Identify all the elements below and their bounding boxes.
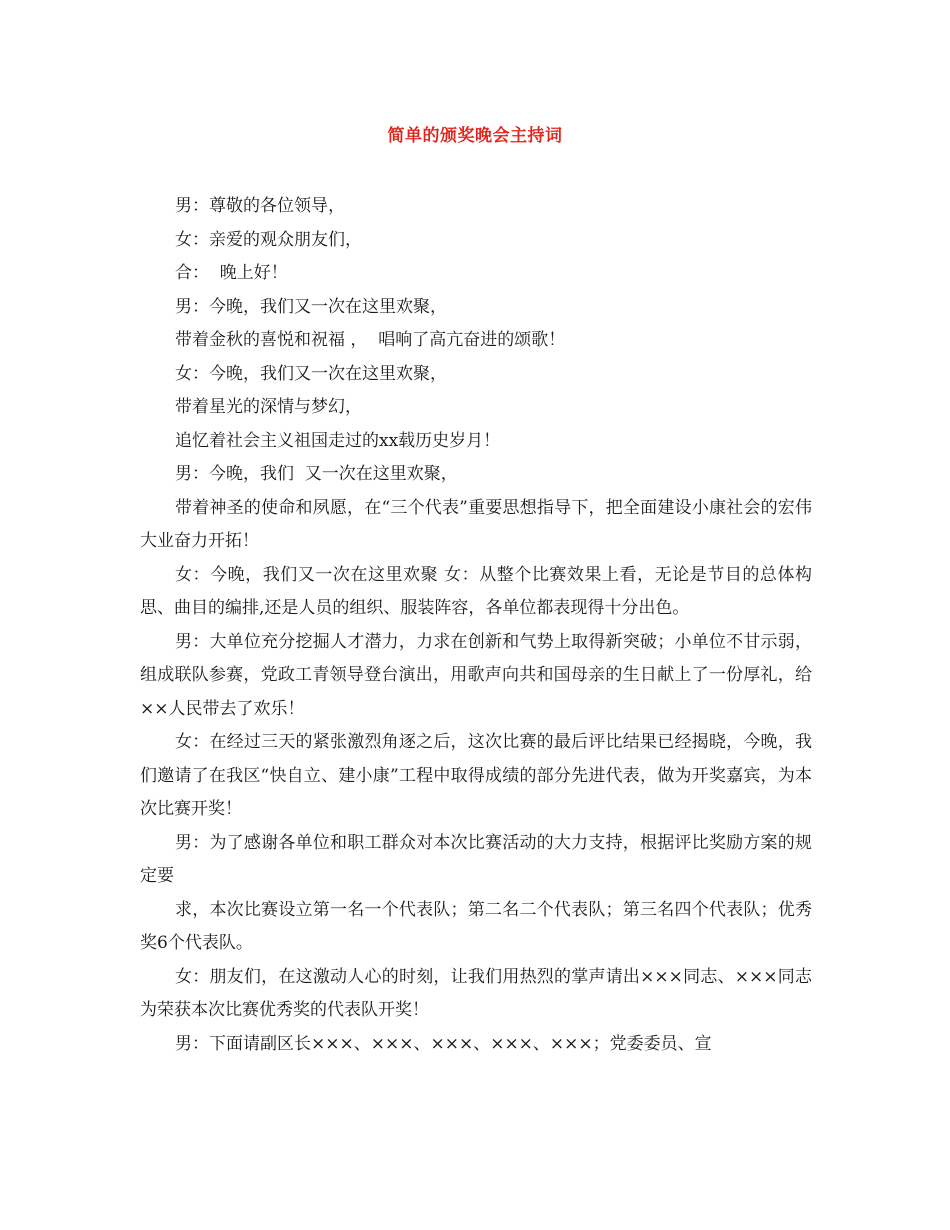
paragraph: 女：今晚，我们又一次在这里欢聚 女：从整个比赛效果上看，无论是节目的总体构思、曲目的编排,还是人员的组织、服装阵容，各单位都表现得十分出色。: [140, 564, 812, 618]
paragraph: 男：尊敬的各位领导，: [175, 196, 345, 216]
document-title: 简单的颁奖晚会主持词: [387, 126, 563, 146]
paragraph: 合： 晚上好！: [175, 263, 288, 283]
document-body: [140, 190, 812, 1061]
paragraph: 女：今晚，我们又一次在这里欢聚，: [175, 363, 447, 384]
paragraph: 男：大单位充分挖掘人才潜力，力求在创新和气势上取得新突破；小单位不甘示弱，组成联队参赛，党政工青领导登台演出，用歌声向共和国母亲的生日献上了一份厚礼，给××人民带去了欢乐！: [140, 631, 812, 719]
paragraph: 带着神圣的使命和夙愿，在“三个代表”重要思想指导下，把全面建设小康社会的宏伟大业奋力开拓！: [140, 497, 812, 551]
paragraph: 求，本次比赛设立第一名一个代表队；第二名二个代表队；第三名四个代表队；优秀奖6个代表队。: [140, 899, 812, 953]
paragraph: 追忆着社会主义祖国走过的xx载历史岁月！: [175, 430, 501, 451]
paragraph: 女：朋友们，在这激动人心的时刻，让我们用热烈的掌声请出×××同志、×××同志为荣获本次比赛优秀奖的代表队开奖！: [140, 966, 812, 1020]
paragraph: 带着金秋的喜悦和祝福 ， 唱响了高亢奋进的颂歌！: [175, 330, 566, 350]
paragraph: 女：在经过三天的紧张激烈角逐之后，这次比赛的最后评比结果已经揭晓，今晚，我们邀请了在我区“快自立、建小康”工程中取得成绩的部分先进代表，做为开奖嘉宾，为本次比赛开奖！: [140, 732, 812, 819]
paragraph: 男：今晚，我们 又一次在这里欢聚，: [175, 464, 458, 484]
paragraph: 女：亲爱的观众朋友们，: [175, 229, 362, 250]
paragraph: 带着星光的深情与梦幻，: [175, 397, 362, 417]
paragraph: 男：为了感谢各单位和职工群众对本次比赛活动的大力支持，根据评比奖励方案的规定要: [140, 832, 812, 886]
paragraph: 男：今晚，我们又一次在这里欢聚，: [175, 296, 447, 317]
paragraph: 男：下面请副区长×××、×××、×××、×××、×××；党委委员、宣: [175, 1033, 712, 1054]
